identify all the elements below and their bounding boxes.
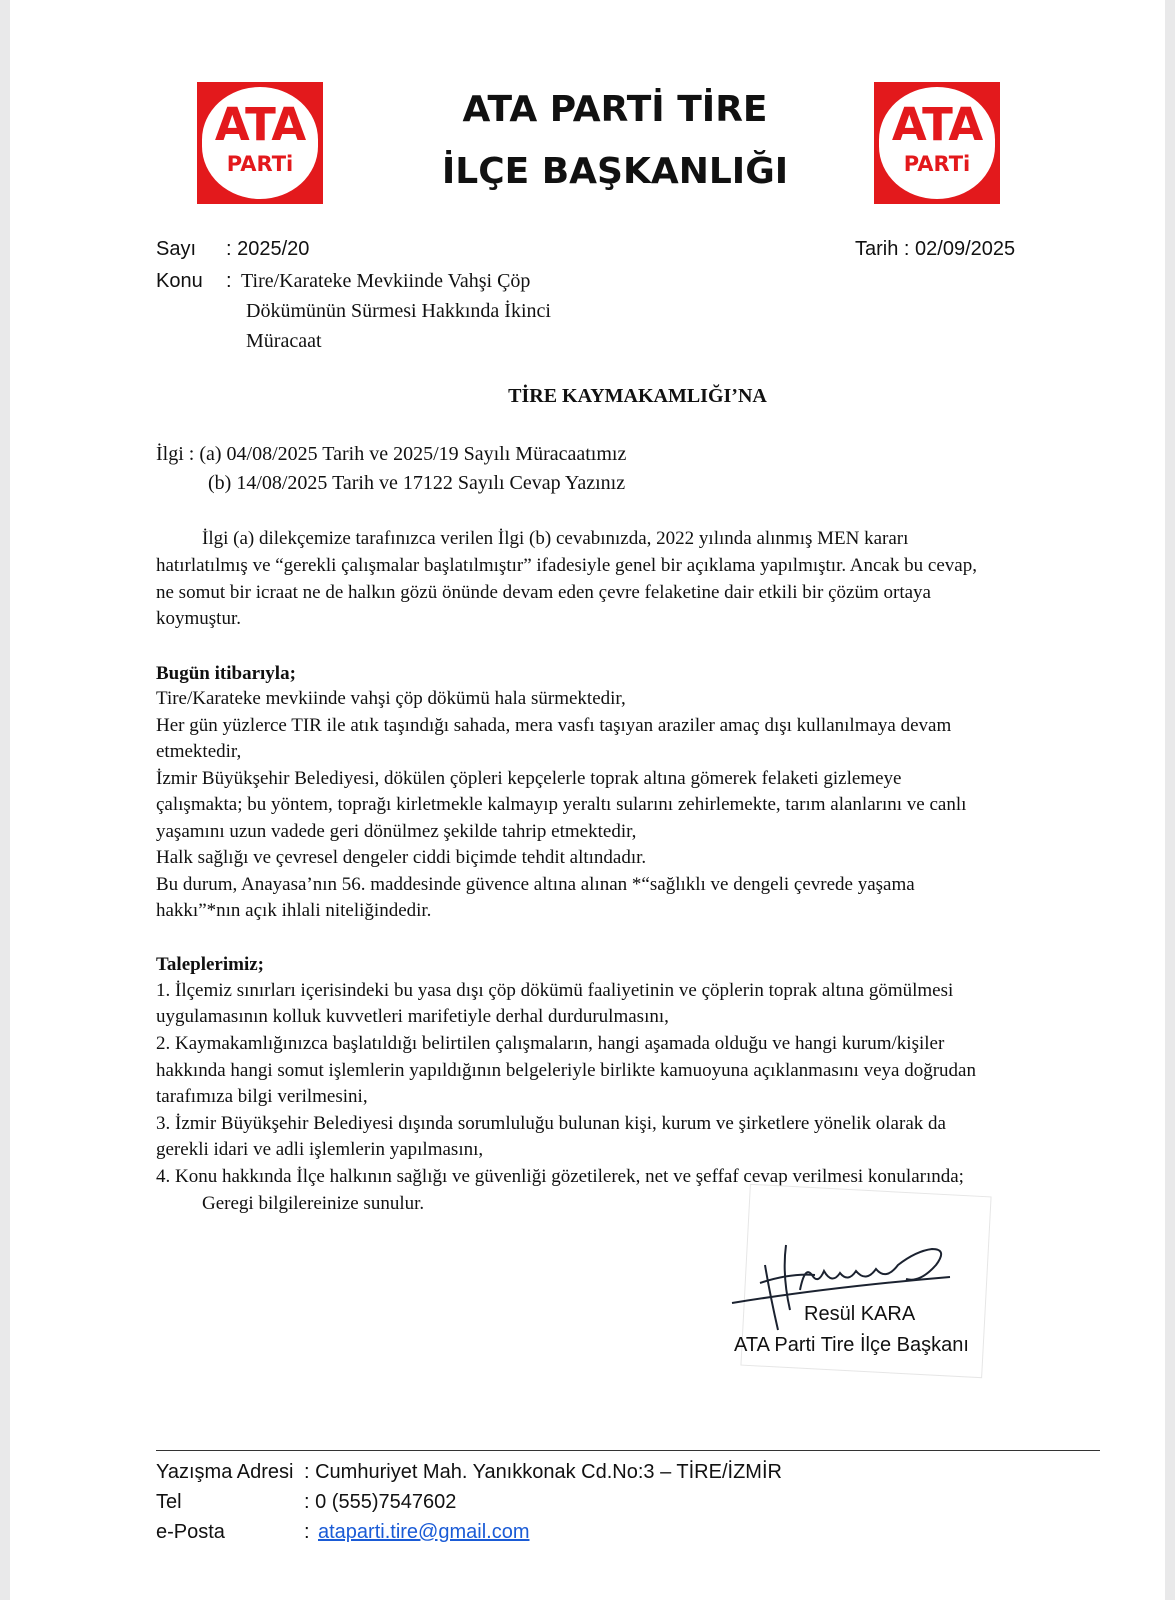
- intro-line: koymuştur.: [156, 608, 241, 629]
- ata-parti-logo-left: ATA PARTi: [197, 82, 323, 204]
- today-line: Bu durum, Anayasa’nın 56. maddesinde güvence altına alınan *“sağlıklı ve dengeli çevrede yaşama: [156, 874, 915, 895]
- today-line: hakkı”*nın açık ihlali niteliğindedir.: [156, 900, 432, 921]
- demand-line: tarafımıza bilgi verilmesini,: [156, 1086, 368, 1107]
- today-line: etmektedir,: [156, 741, 242, 762]
- demand-line: uygulamasının kolluk kuvvetleri marifetiyle derhal durdurulmasını,: [156, 1006, 669, 1027]
- header-title-line1: ATA PARTİ TİRE: [462, 89, 768, 130]
- demand-line: gerekli idari ve adli işlemlerin yapılmasını,: [156, 1139, 484, 1160]
- ilgi-line-a: İlgi : (a) 04/08/2025 Tarih ve 2025/19 Sayılı Müracaatımız: [156, 443, 627, 465]
- demand-line: 3. İzmir Büyükşehir Belediyesi dışında sorumluluğu bulunan kişi, kurum ve şirketlere yönelik olarak da: [156, 1113, 946, 1134]
- konu-line-1: Tire/Karateke Mevkiinde Vahşi Çöp: [241, 270, 531, 292]
- konu-line-3: Müracaat: [246, 330, 322, 352]
- footer-email-colon: :: [304, 1521, 310, 1543]
- demand-line: 1. İlçemiz sınırları içerisindeki bu yasa dışı çöp dökümü faaliyetinin ve çöplerin toprak altına gömülmesi: [156, 980, 954, 1001]
- intro-line: hatırlatılmış ve “gerekli çalışmalar başlatılmıştır” ifadesiyle genel bir açıklama yapılmıştır. Ancak bu cevap,: [156, 555, 977, 576]
- sayi-value: : 2025/20: [226, 238, 310, 260]
- today-line: yaşamını uzun vadede geri dönülmez şekilde tahrip etmektedir,: [156, 821, 637, 842]
- footer-address-value: : Cumhuriyet Mah. Yanıkkonak Cd.No:3 – TİRE/İZMİR: [304, 1461, 782, 1483]
- recipient: TİRE KAYMAKAMLIĞI’NA: [508, 385, 767, 407]
- konu-label: Konu: [156, 270, 203, 292]
- footer-tel-value: : 0 (555)7547602: [304, 1491, 457, 1513]
- ata-parti-logo-right: ATA PARTi: [874, 82, 1000, 204]
- demands-heading: Taleplerimiz;: [156, 954, 264, 975]
- today-line: Tire/Karateke mevkiinde vahşi çöp dökümü hala sürmektedir,: [156, 688, 626, 709]
- demand-line: hakkında hangi somut işlemlerin yapıldığının belgeleriyle birlikte kamuoyuna açıklanmasını veya doğrudan: [156, 1060, 976, 1081]
- signer-name: Resül KARA: [804, 1303, 916, 1325]
- date: Tarih : 02/09/2025: [855, 238, 1016, 260]
- intro-line: İlgi (a) dilekçemize tarafınızca verilen İlgi (b) cevabınızda, 2022 yılında alınmış MEN kararı: [202, 528, 909, 549]
- today-line: Her gün yüzlerce TIR ile atık taşındığı sahada, mera vasfı taşıyan araziler amaç dışı kullanılmaya devam: [156, 715, 952, 736]
- today-line: çalışmakta; bu yöntem, toprağı kirletmekle kalmayıp yeraltı sularını zehirlemekte, tarım alanlarını ve canlı: [156, 794, 967, 815]
- document-page: [10, 0, 1165, 1600]
- intro-line: ne somut bir icraat ne de halkın gözü önünde devam eden çevre felaketine dair etkili bir çözüm ortaya: [156, 582, 931, 603]
- demand-line: 2. Kaymakamlığınızca başlatıldığı belirtilen çalışmaların, hangi aşamada olduğu ve hangi kurum/kişiler: [156, 1033, 945, 1054]
- today-line: İzmir Büyükşehir Belediyesi, dökülen çöpleri kepçelerle toprak altına gömerek felaketi gizlemeye: [156, 768, 902, 789]
- closing-line: Geregi bilgilereinize sunulur.: [202, 1193, 425, 1214]
- today-heading: Bugün itibarıyla;: [156, 663, 296, 684]
- today-line: Halk sağlığı ve çevresel dengeler ciddi biçimde tehdit altındadır.: [156, 847, 647, 868]
- footer-divider: [156, 1450, 1100, 1451]
- footer-email-label: e-Posta: [156, 1521, 225, 1543]
- header-title-line2: İLÇE BAŞKANLIĞI: [441, 151, 789, 192]
- konu-line-2: Dökümünün Sürmesi Hakkında İkinci: [246, 300, 551, 322]
- ilgi-line-b: (b) 14/08/2025 Tarih ve 17122 Sayılı Cevap Yazınız: [208, 472, 626, 494]
- footer-tel-label: Tel: [156, 1491, 182, 1513]
- konu-colon: :: [226, 270, 232, 292]
- footer-email-link[interactable]: ataparti.tire@gmail.com: [318, 1521, 530, 1543]
- sayi-label: Sayı: [156, 238, 197, 260]
- demand-line: 4. Konu hakkında İlçe halkının sağlığı ve güvenliği gözetilerek, net ve şeffaf cevap verilmesi konularında;: [156, 1166, 964, 1187]
- signer-role: ATA Parti Tire İlçe Başkanı: [734, 1334, 969, 1356]
- footer-address-label: Yazışma Adresi: [156, 1461, 294, 1483]
